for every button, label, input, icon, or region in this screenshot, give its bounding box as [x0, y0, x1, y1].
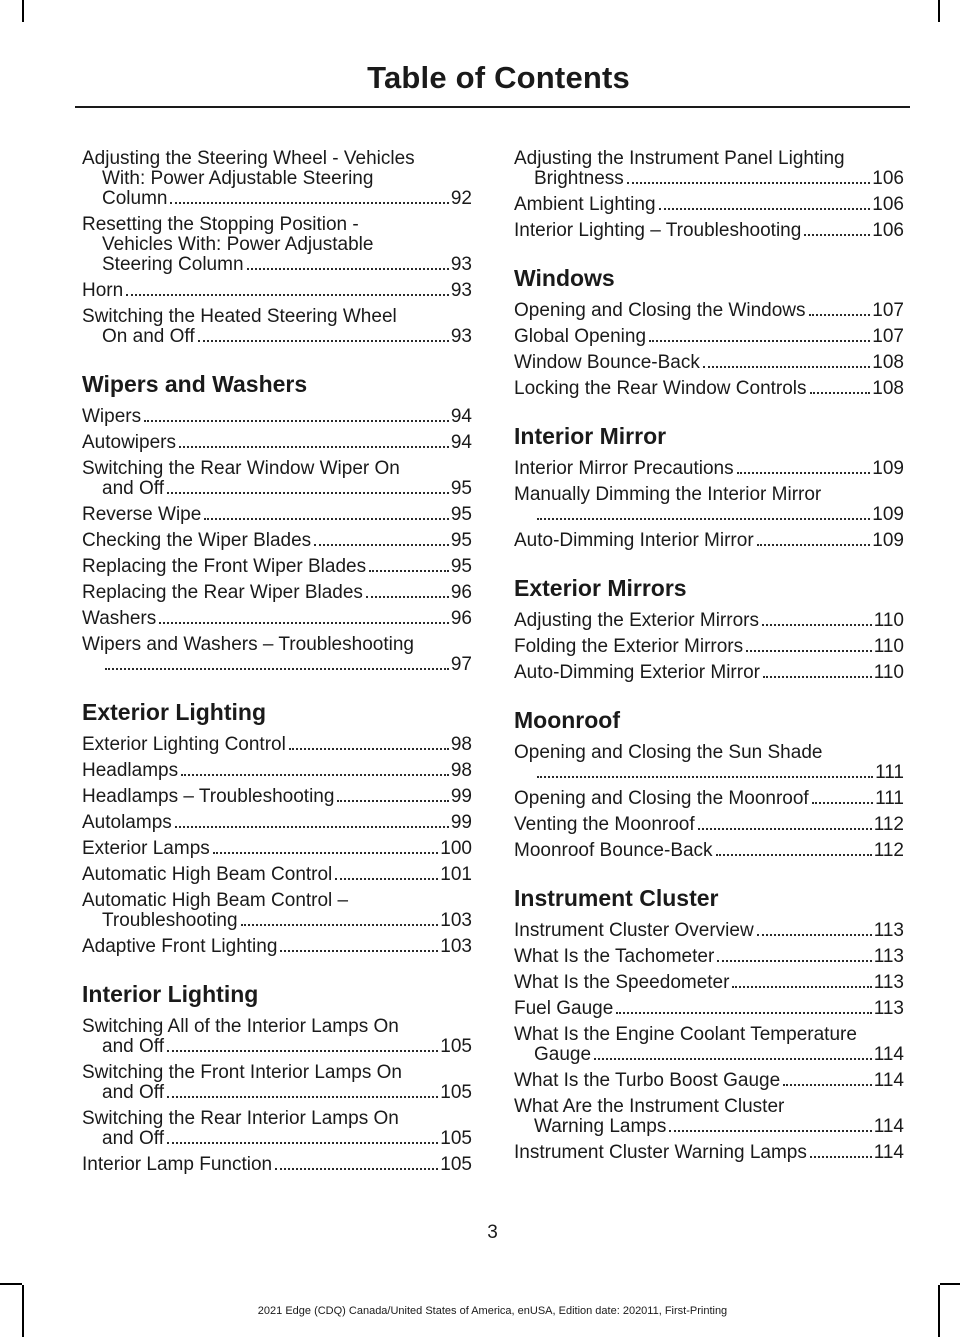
toc-page-number: 107 — [872, 301, 904, 321]
toc-entry-label: Headlamps – Troubleshooting — [82, 787, 337, 807]
dot-leader — [810, 392, 871, 394]
dot-leader — [757, 934, 872, 936]
toc-entry-label: Replacing the Rear Wiper Blades — [82, 583, 366, 603]
toc-entry[interactable] — [82, 433, 472, 453]
toc-entry-text: Opening and Closing the Sun Shade — [514, 743, 823, 763]
dot-leader — [757, 544, 871, 546]
toc-entry[interactable] — [514, 789, 904, 809]
toc-entry-label: and Off — [102, 1129, 167, 1149]
toc-entry-label: Interior Lamp Function — [82, 1155, 275, 1175]
toc-entry-label: Instrument Cluster Warning Lamps — [514, 1143, 810, 1163]
toc-entry[interactable] — [82, 281, 472, 301]
dot-leader — [537, 776, 873, 778]
toc-page-number: 99 — [450, 813, 472, 833]
toc-entry-label: and Off — [102, 1083, 167, 1103]
toc-entry-text: Switching the Rear Interior Lamps On — [82, 1109, 399, 1129]
toc-entry-label: What Is the Tachometer — [514, 947, 717, 967]
toc-page-number: 111 — [875, 789, 904, 809]
toc-entry[interactable] — [82, 735, 472, 755]
toc-entry-label: On and Off — [102, 327, 198, 347]
section-heading: Instrument Cluster — [514, 885, 719, 911]
toc-entry[interactable] — [514, 149, 904, 189]
toc-page-number: 93 — [450, 254, 472, 275]
toc-entry-label: Steering Column — [102, 255, 247, 275]
toc-page-number: 96 — [450, 583, 472, 603]
toc-entry-text: Adjusting the Instrument Panel Lighting — [514, 149, 845, 169]
toc-page-number: 107 — [872, 327, 904, 347]
toc-entry[interactable] — [514, 743, 904, 783]
dot-leader — [809, 314, 871, 316]
toc-entry-label: What Is the Turbo Boost Gauge — [514, 1071, 783, 1091]
toc-entry[interactable] — [514, 379, 904, 399]
toc-entry-text: Resetting the Stopping Position - — [82, 215, 359, 235]
toc-entry[interactable] — [82, 1109, 472, 1149]
toc-entry[interactable] — [82, 1017, 472, 1057]
toc-entry[interactable] — [514, 301, 904, 321]
section-heading: Moonroof — [514, 707, 621, 733]
section-heading: Interior Lighting — [82, 981, 259, 1007]
toc-entry[interactable] — [82, 215, 472, 275]
toc-entry[interactable] — [514, 459, 904, 479]
toc-entry-text: Manually Dimming the Interior Mirror — [514, 485, 822, 505]
toc-entry-label: and Off — [102, 1037, 167, 1057]
toc-entry[interactable] — [514, 921, 904, 941]
toc-entry[interactable] — [82, 149, 472, 209]
toc-entry-label: Washers — [82, 609, 159, 629]
dot-leader — [763, 676, 872, 678]
toc-page-number: 95 — [450, 478, 472, 499]
toc-entry-label: Opening and Closing the Windows — [514, 301, 809, 321]
toc-entry-label: Window Bounce-Back — [514, 353, 703, 373]
toc-entry-text: Adjusting the Steering Wheel - Vehicles — [82, 149, 415, 169]
toc-page-number: 95 — [450, 505, 472, 525]
edition-footer: 2021 Edge (CDQ) Canada/United States of America, enUSA, Edition date: 202011, First-Printing — [257, 1305, 728, 1317]
toc-entry[interactable] — [514, 1143, 904, 1163]
toc-entry-label: Adaptive Front Lighting — [82, 937, 280, 957]
toc-page-number: 109 — [872, 459, 904, 479]
toc-entry-text: Switching the Rear Window Wiper On — [82, 459, 400, 479]
toc-page-number: 113 — [873, 999, 904, 1019]
toc-entry[interactable] — [514, 815, 904, 835]
dot-leader — [698, 828, 872, 830]
dot-leader — [314, 544, 449, 546]
crop-mark-bottom-right-h — [940, 1283, 960, 1285]
toc-right-column — [514, 149, 904, 1169]
toc-page-number: 108 — [872, 379, 904, 399]
toc-page-number: 114 — [873, 1116, 904, 1137]
dot-leader — [537, 518, 870, 520]
dot-leader — [649, 340, 870, 342]
toc-page-number: 114 — [873, 1071, 904, 1091]
toc-entry[interactable] — [82, 459, 472, 499]
dot-leader — [181, 774, 449, 776]
toc-entry-label: Opening and Closing the Moonroof — [514, 789, 812, 809]
toc-entry-label: Brightness — [534, 169, 627, 189]
dot-leader — [810, 1156, 872, 1158]
toc-entry[interactable] — [514, 1097, 904, 1137]
dot-leader — [144, 420, 449, 422]
toc-entry-text: Switching the Front Interior Lamps On — [82, 1063, 402, 1083]
toc-page-number: 108 — [872, 353, 904, 373]
section-heading: Exterior Lighting — [82, 699, 266, 725]
toc-page-number: 106 — [872, 195, 904, 215]
toc-entry-text: Switching the Heated Steering Wheel — [82, 307, 397, 327]
dot-leader — [175, 826, 449, 828]
dot-leader — [241, 924, 439, 926]
toc-entry[interactable] — [82, 1155, 472, 1175]
dot-leader — [737, 472, 871, 474]
toc-entry[interactable] — [514, 531, 904, 551]
toc-page-number: 114 — [873, 1044, 904, 1065]
toc-entry[interactable] — [514, 663, 904, 683]
dot-leader — [335, 878, 438, 880]
toc-entry[interactable] — [82, 891, 472, 931]
toc-page-number: 114 — [873, 1143, 904, 1163]
toc-entry-label: Checking the Wiper Blades — [82, 531, 314, 551]
toc-page-number: 93 — [450, 281, 472, 301]
toc-page-number: 109 — [872, 531, 904, 551]
toc-entry-label: Column — [102, 189, 170, 209]
dot-leader — [366, 596, 449, 598]
toc-page-number: 106 — [872, 168, 904, 189]
toc-entry[interactable] — [514, 1071, 904, 1091]
toc-page-number: 100 — [440, 839, 472, 859]
toc-entry-label: Global Opening — [514, 327, 649, 347]
toc-entry-label: and Off — [102, 479, 167, 499]
toc-entry-label: Autolamps — [82, 813, 175, 833]
toc-entry[interactable] — [514, 221, 904, 241]
dot-leader — [167, 492, 449, 494]
toc-entry-label: Troubleshooting — [102, 911, 241, 931]
toc-entry[interactable] — [82, 813, 472, 833]
toc-page-number: 113 — [873, 947, 904, 967]
toc-entry-label: Interior Lighting – Troubleshooting — [514, 221, 804, 241]
toc-left-column — [82, 149, 472, 1181]
toc-entry-label: Adjusting the Exterior Mirrors — [514, 611, 762, 631]
toc-entry-label: Venting the Moonroof — [514, 815, 698, 835]
toc-page-number: 92 — [450, 188, 472, 209]
dot-leader — [616, 1012, 871, 1014]
toc-entry[interactable] — [514, 485, 904, 525]
toc-page-number: 101 — [440, 865, 472, 885]
dot-leader — [337, 800, 448, 802]
toc-page-number: 112 — [873, 841, 904, 861]
dot-leader — [247, 268, 449, 270]
toc-page-number: 103 — [440, 910, 472, 931]
crop-mark-top-left — [22, 0, 24, 22]
dot-leader — [762, 624, 872, 626]
toc-entry[interactable] — [82, 505, 472, 525]
toc-entry-label: Folding the Exterior Mirrors — [514, 637, 746, 657]
toc-entry[interactable] — [82, 1063, 472, 1103]
dot-leader — [280, 950, 438, 952]
toc-entry[interactable] — [82, 761, 472, 781]
toc-page-number: 112 — [873, 815, 904, 835]
toc-entry-label: Replacing the Front Wiper Blades — [82, 557, 369, 577]
toc-entry-label: Gauge — [534, 1045, 594, 1065]
dot-leader — [289, 748, 449, 750]
toc-page-number: 94 — [450, 407, 472, 427]
toc-page-number: 103 — [440, 937, 472, 957]
toc-entry-label: Auto-Dimming Interior Mirror — [514, 531, 757, 551]
page-title: Table of Contents — [367, 60, 630, 95]
toc-entry-text: Switching All of the Interior Lamps On — [82, 1017, 399, 1037]
toc-entry-label: Interior Mirror Precautions — [514, 459, 737, 479]
toc-entry-label: Fuel Gauge — [514, 999, 616, 1019]
dot-leader — [717, 960, 871, 962]
toc-entry[interactable] — [82, 531, 472, 551]
dot-leader — [126, 294, 449, 296]
toc-entry-label: Warning Lamps — [534, 1117, 669, 1137]
toc-entry[interactable] — [514, 195, 904, 215]
toc-page-number: 93 — [450, 326, 472, 347]
dot-leader — [213, 852, 439, 854]
toc-page-number: 97 — [450, 654, 472, 675]
toc-entry-label: Ambient Lighting — [514, 195, 659, 215]
dot-leader — [627, 182, 871, 184]
dot-leader — [167, 1096, 438, 1098]
dot-leader — [669, 1130, 871, 1132]
dot-leader — [179, 446, 449, 448]
toc-entry-label: Moonroof Bounce-Back — [514, 841, 716, 861]
toc-entry[interactable] — [82, 307, 472, 347]
dot-leader — [170, 202, 448, 204]
toc-entry[interactable] — [82, 865, 472, 885]
section-heading: Windows — [514, 265, 615, 291]
toc-entry[interactable] — [82, 787, 472, 807]
dot-leader — [732, 986, 871, 988]
dot-leader — [746, 650, 872, 652]
crop-mark-bottom-left-h — [0, 1283, 22, 1285]
toc-entry-text: What Are the Instrument Cluster — [514, 1097, 785, 1117]
toc-entry[interactable] — [82, 609, 472, 629]
toc-entry[interactable] — [514, 841, 904, 861]
toc-entry-text: Automatic High Beam Control – — [82, 891, 349, 911]
dot-leader — [659, 208, 871, 210]
toc-entry[interactable] — [514, 327, 904, 347]
toc-page-number: 95 — [450, 531, 472, 551]
toc-entry[interactable] — [82, 583, 472, 603]
toc-entry[interactable] — [514, 973, 904, 993]
toc-entry[interactable] — [514, 999, 904, 1019]
toc-page-number: 110 — [873, 663, 904, 683]
toc-page-number: 105 — [440, 1082, 472, 1103]
toc-page-number: 105 — [440, 1036, 472, 1057]
dot-leader — [105, 668, 449, 670]
dot-leader — [369, 570, 449, 572]
toc-page-number: 94 — [450, 433, 472, 453]
toc-entry-text: Vehicles With: Power Adjustable — [102, 234, 374, 255]
toc-page-number: 110 — [873, 637, 904, 657]
toc-page-number: 113 — [873, 973, 904, 993]
toc-entry[interactable] — [514, 611, 904, 631]
dot-leader — [204, 518, 449, 520]
dot-leader — [783, 1084, 872, 1086]
toc-entry-label: Automatic High Beam Control — [82, 865, 335, 885]
toc-page-number: 98 — [450, 735, 472, 755]
toc-entry-label: Headlamps — [82, 761, 181, 781]
toc-entry-text: Wipers and Washers – Troubleshooting — [82, 635, 414, 655]
toc-entry[interactable] — [514, 1025, 904, 1065]
toc-entry-label: Autowipers — [82, 433, 179, 453]
dot-leader — [804, 234, 870, 236]
section-heading: Wipers and Washers — [82, 371, 308, 397]
toc-entry-label: Instrument Cluster Overview — [514, 921, 757, 941]
toc-entry[interactable] — [82, 635, 472, 675]
dot-leader — [594, 1058, 872, 1060]
section-heading: Interior Mirror — [514, 423, 667, 449]
toc-entry[interactable] — [82, 839, 472, 859]
toc-entry-label: Reverse Wipe — [82, 505, 204, 525]
toc-entry-text: With: Power Adjustable Steering — [102, 168, 374, 189]
dot-leader — [198, 340, 449, 342]
toc-entry-text: What Is the Engine Coolant Temperature — [514, 1025, 857, 1045]
toc-entry[interactable] — [514, 637, 904, 657]
section-heading: Exterior Mirrors — [514, 575, 687, 601]
title-rule — [75, 106, 910, 108]
toc-page-number: 96 — [450, 609, 472, 629]
toc-page-number: 109 — [872, 504, 904, 525]
toc-entry-label: Horn — [82, 281, 126, 301]
dot-leader — [275, 1168, 438, 1170]
dot-leader — [167, 1050, 438, 1052]
toc-entry-label: What Is the Speedometer — [514, 973, 732, 993]
dot-leader — [716, 854, 872, 856]
toc-page-number: 106 — [872, 221, 904, 241]
toc-entry-label: Auto-Dimming Exterior Mirror — [514, 663, 763, 683]
toc-page-number: 98 — [450, 761, 472, 781]
toc-entry[interactable] — [82, 557, 472, 577]
toc-entry-label: Locking the Rear Window Controls — [514, 379, 810, 399]
dot-leader — [812, 802, 873, 804]
toc-entry-label: Exterior Lamps — [82, 839, 213, 859]
toc-page-number: 113 — [873, 921, 904, 941]
toc-entry[interactable] — [514, 353, 904, 373]
toc-page-number: 95 — [450, 557, 472, 577]
toc-page-number: 105 — [440, 1128, 472, 1149]
toc-entry[interactable] — [82, 937, 472, 957]
toc-entry[interactable] — [514, 947, 904, 967]
dot-leader — [159, 622, 449, 624]
toc-page-number: 105 — [440, 1155, 472, 1175]
toc-page-number: 99 — [450, 787, 472, 807]
dot-leader — [703, 366, 870, 368]
page-number: 3 — [487, 1222, 498, 1243]
toc-entry[interactable] — [82, 407, 472, 427]
crop-mark-top-right — [938, 0, 940, 22]
toc-entry-label: Wipers — [82, 407, 144, 427]
toc-page-number: 110 — [873, 611, 904, 631]
toc-entry-label: Exterior Lighting Control — [82, 735, 289, 755]
dot-leader — [167, 1142, 438, 1144]
toc-page-number: 111 — [875, 762, 904, 783]
